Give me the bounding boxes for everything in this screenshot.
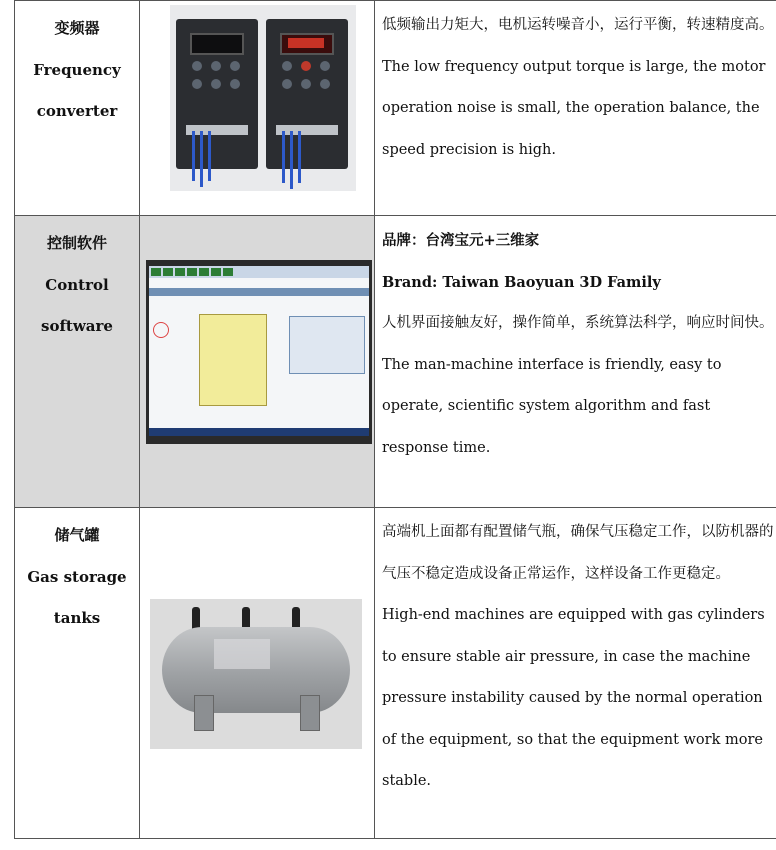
name-cell xyxy=(15,216,140,508)
description-cell xyxy=(375,508,776,839)
description-en: The man-machine interface is friendly, easy to operate, scientific system algorithm and fast response time. xyxy=(382,356,722,456)
name-en: converter xyxy=(36,102,118,120)
name-en: Gas storage xyxy=(27,567,127,586)
description-cn: 低频输出力矩大，电机运转噪音小，运行平衡，转速精度高。 xyxy=(382,17,774,33)
table-row xyxy=(15,1,776,216)
brand-en: Brand: Taiwan Baoyuan 3D Family xyxy=(382,273,661,291)
image-cell xyxy=(140,508,375,839)
image-cell xyxy=(140,216,375,508)
description-en: The low frequency output torque is large, the motor operation noise is small, the operation balance, the speed precision is high. xyxy=(382,58,766,158)
name-en: Control xyxy=(45,275,109,294)
table-row xyxy=(15,508,776,839)
image-cell xyxy=(140,1,375,216)
name-cn: 控制软件 xyxy=(46,234,107,252)
description-cell xyxy=(375,216,776,508)
description-cn: 人机界面接触友好，操作简单，系统算法科学，响应时间快。 xyxy=(382,315,774,331)
frequency-converter-photo xyxy=(170,5,356,191)
table-row xyxy=(15,216,776,508)
name-cn: 变频器 xyxy=(54,19,100,37)
control-software-photo xyxy=(146,260,372,444)
name-en: software xyxy=(41,317,113,335)
brand-cn: 品牌：台湾宝元+三维家 xyxy=(382,232,540,249)
description-cn: 高端机上面都有配置储气瓶，确保气压稳定工作，以防机器的气压不稳定造成设备正常运作，这样设备工作更稳定。 xyxy=(382,524,774,582)
name-en: tanks xyxy=(53,609,101,627)
description-en: High-end machines are equipped with gas cylinders to ensure stable air pressure, in case the machine pressure instability caused by the normal operation of the equipment, so that the equipment work more stable. xyxy=(382,607,765,789)
name-cn: 储气罐 xyxy=(54,526,100,544)
description-cell xyxy=(375,1,776,216)
name-cell xyxy=(15,508,140,839)
name-cell xyxy=(15,1,140,216)
name-en: Frequency xyxy=(33,60,121,79)
spec-table xyxy=(14,0,776,839)
gas-storage-tank-photo xyxy=(150,599,362,749)
